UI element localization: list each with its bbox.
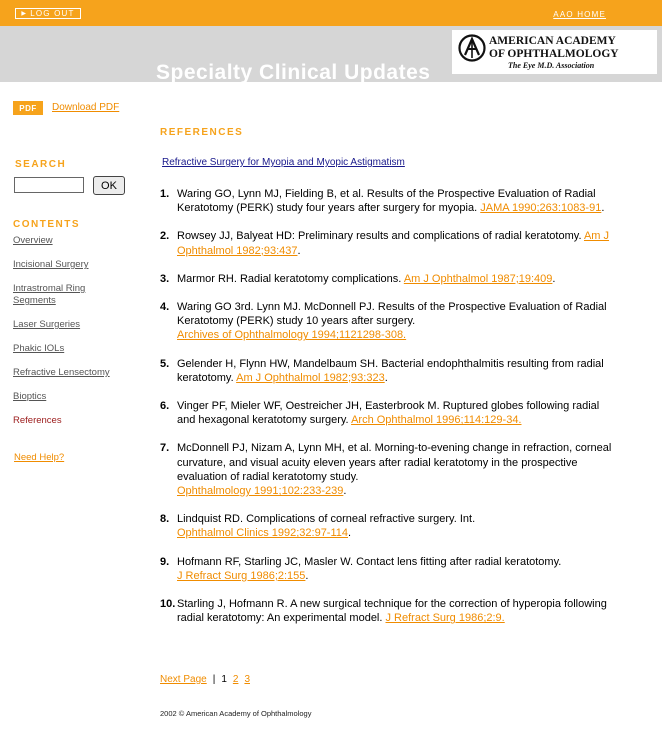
need-help-link[interactable]: Need Help? — [14, 452, 65, 463]
top-bar — [0, 0, 662, 26]
page-link-2[interactable]: 2 — [232, 674, 239, 685]
reference-citation-link[interactable]: JAMA 1990;263:1083-91 — [480, 202, 602, 215]
reference-item — [160, 300, 620, 343]
reference-item: 8. Lindquist RD. Complications of corneal refractive surgery. Int. Ophthalmol Clinics 1992;32:97-114. — [160, 513, 476, 540]
logo-line2: OF OPHTHALMOLOGY — [489, 48, 619, 60]
reference-number: 8. — [160, 513, 170, 526]
nav-item-references[interactable]: References — [13, 415, 62, 426]
reference-number: 9. — [160, 555, 170, 568]
contents-nav — [13, 235, 133, 439]
logo-line1: AMERICAN ACADEMY — [489, 35, 616, 47]
pager-separator: | — [212, 674, 216, 685]
reference-number: 3. — [160, 272, 170, 285]
reference-citation-link[interactable]: Ophthalmology 1991;102:233-239 — [177, 485, 344, 498]
search-heading: SEARCH — [15, 159, 67, 170]
pdf-icon[interactable]: PDF — [13, 101, 43, 115]
reference-text: Rowsey JJ, Balyeat HD: Preliminary results and complications of radial keratotomy. — [177, 230, 582, 243]
reference-citation-link[interactable]: J Refract Surg 1986;2:155 — [177, 569, 306, 582]
reference-number: 4. — [160, 301, 170, 314]
reference-text: Waring GO, Lynn MJ, Fielding B, et al. Results of the Prospective Evaluation of Radial Keratotomy (PERK) study four years after surgery for myopia. — [177, 188, 596, 215]
logout-label: LOG OUT — [30, 9, 75, 18]
reference-citation-link[interactable]: Arch Ophthalmol 1996;114:129-34. — [351, 414, 522, 427]
reference-item: 7. McDonnell PJ, Nizam A, Lynn MH, et al. Morning-to-evening change in refraction, corneal curvature, and visual acuity eleven years after radial keratotomy in the prospective evaluation of radial keratotomy study. Ophthalmology 1991;102:233-239. — [160, 442, 612, 498]
pagination — [160, 674, 250, 685]
reference-text: Waring GO 3rd. Lynn MJ. McDonnell PJ. Results of the Prospective Evaluation of Radial Keratotomy (PERK) study 10 years after surgery. — [177, 301, 607, 328]
article-link[interactable]: Refractive Surgery for Myopia and Myopic Astigmatism — [162, 157, 405, 168]
reference-text: McDonnell PJ, Nizam A, Lynn MH, et al. Morning-to-evening change in refraction, corneal curvature, and visual acuity eleven years after radial keratotomy in the prospective evaluation of radial keratotomy study. — [177, 442, 612, 483]
reference-number: 2. — [160, 230, 170, 243]
reference-citation-link[interactable]: Ophthalmol Clinics 1992;32:97-114 — [177, 527, 349, 540]
reference-item — [160, 597, 620, 625]
logout-button[interactable] — [15, 8, 81, 19]
nav-item-intrastromal-ring-segments[interactable]: Intrastromal Ring Segments — [13, 283, 86, 306]
copyright-text: 2002 © American Academy of Ophthalmology — [160, 709, 312, 718]
nav-item-overview[interactable]: Overview — [13, 235, 53, 246]
aao-home-link[interactable]: AAO HOME — [553, 10, 606, 19]
aao-logo[interactable] — [452, 30, 657, 74]
contents-heading: CONTENTS — [13, 219, 80, 230]
reference-text: Marmor RH. Radial keratotomy complications. — [177, 272, 402, 285]
reference-item: 5. Gelender H, Flynn HW, Mandelbaum SH. Bacterial endophthalmitis resulting from radial keratotomy. Am J Ophthalmol 1982;93:323. — [160, 357, 604, 384]
reference-number: 10. — [160, 598, 176, 611]
nav-item-laser-surgeries[interactable]: Laser Surgeries — [13, 319, 81, 330]
search-input[interactable] — [14, 177, 84, 193]
logo-tagline: The Eye M.D. Association — [508, 61, 595, 70]
reference-citation-link[interactable]: J Refract Surg 1986;2:9. — [385, 612, 505, 625]
aao-emblem-icon — [458, 34, 486, 62]
reference-text: Gelender H, Flynn HW, Mandelbaum SH. Bacterial endophthalmitis resulting from radial keratotomy. — [177, 357, 604, 384]
nav-item-bioptics[interactable]: Bioptics — [13, 391, 47, 402]
download-pdf-link[interactable]: Download PDF — [52, 102, 120, 113]
reference-number: 1. — [160, 188, 170, 200]
reference-item: 9. Hofmann RF, Starling JC, Masler W. Contact lens fitting after radial keratotomy. J Refract Surg 1986;2:155. — [160, 555, 562, 582]
reference-citation-link[interactable]: Am J Ophthalmol 1987;19:409 — [403, 272, 553, 285]
reference-item — [160, 399, 620, 427]
nav-item-incisional-surgery[interactable]: Incisional Surgery — [13, 259, 89, 270]
references-list — [160, 187, 620, 639]
reference-citation-link[interactable]: Am J Ophthalmol 1982;93:323 — [236, 371, 385, 384]
banner-title: Specialty Clinical Updates — [156, 61, 431, 84]
nav-item-refractive-lensectomy[interactable]: Refractive Lensectomy — [13, 367, 110, 378]
references-heading: REFERENCES — [160, 127, 244, 138]
reference-number: 6. — [160, 400, 170, 413]
reference-item: 1. Waring GO, Lynn MJ, Fielding B, et al. Results of the Prospective Evaluation of Radial Keratotomy (PERK) study four years after surgery for myopia. JAMA 1990;263:1083-91. — [160, 188, 605, 215]
current-page: 1 — [221, 674, 227, 685]
arrow-right-icon: ▶ — [21, 11, 28, 17]
reference-item: 3. Marmor RH. Radial keratotomy complications. Am J Ophthalmol 1987;19:409. — [160, 272, 556, 285]
page-link-3[interactable]: 3 — [244, 674, 250, 685]
nav-item-phakic-iols[interactable]: Phakic IOLs — [13, 343, 65, 354]
reference-text: Hofmann RF, Starling JC, Masler W. Contact lens fitting after radial keratotomy. — [177, 555, 562, 568]
reference-item: 2. Rowsey JJ, Balyeat HD: Preliminary results and complications of radial keratotomy. Am J Ophthalmol 1982;93:437. — [160, 230, 610, 257]
reference-number: 5. — [160, 357, 170, 370]
reference-text: Vinger PF, Mieler WF, Oestreicher JH, Easterbrook M. Ruptured globes following radial and hexagonal keratotomy surgery. — [177, 400, 600, 427]
reference-citation-link[interactable]: Archives of Ophthalmology 1994;1121298-308. — [177, 329, 407, 342]
reference-number: 7. — [160, 442, 170, 455]
reference-text: Starling J, Hofmann R. A new surgical technique for the correction of hyperopia following radial keratotomy: An experimental model. — [177, 598, 607, 625]
banner — [0, 26, 662, 82]
reference-text: Lindquist RD. Complications of corneal refractive surgery. Int. — [177, 513, 476, 526]
next-page-link[interactable]: Next Page — [160, 674, 207, 685]
reference-citation-link[interactable]: Am J Ophthalmol 1982;93:437 — [177, 230, 610, 257]
search-ok-button[interactable]: OK — [93, 176, 125, 195]
